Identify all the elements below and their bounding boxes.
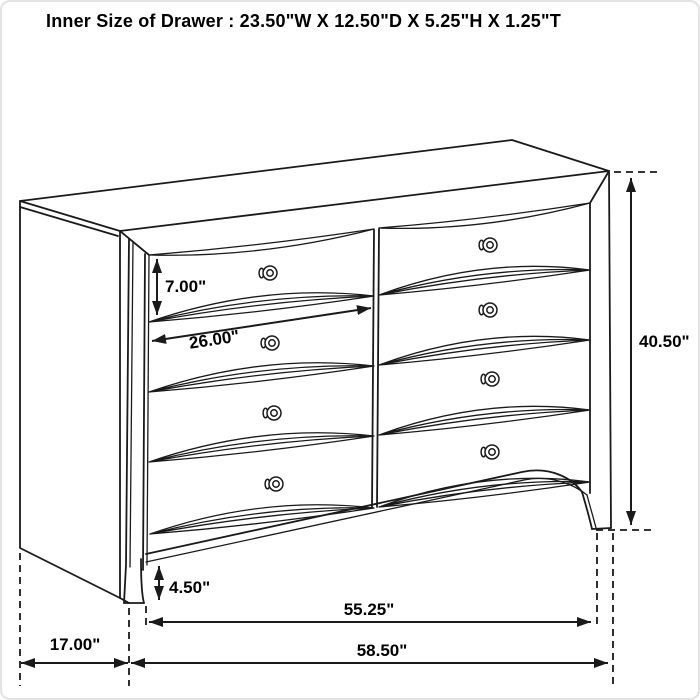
dim-label-inner-width: 55.25" (343, 600, 395, 619)
dresser-front-frame (120, 171, 611, 570)
drawer-knob (479, 238, 497, 252)
dimension-depth (21, 635, 128, 663)
drawer-knob (265, 477, 283, 491)
dimension-drawer-front-height (157, 259, 206, 315)
dimension-base-height (159, 566, 210, 600)
dimension-inner-width (149, 600, 591, 622)
dim-label-drawer-width: 26.00" (187, 326, 241, 353)
dim-label-overall-width: 58.50" (356, 641, 408, 660)
drawer-fronts-right-column (379, 266, 590, 507)
dresser-side-panel (20, 201, 133, 603)
drawer-knob (481, 445, 499, 459)
drawer-fronts-left-column (149, 293, 374, 534)
dim-label-overall-height: 40.50" (639, 332, 690, 351)
drawer-knob (481, 372, 499, 386)
drawer-knob (479, 303, 497, 317)
extension-lines (20, 172, 660, 686)
dresser-drawing (2, 2, 700, 700)
dimension-overall-width (131, 641, 608, 663)
dim-label-drawer-front-height: 7.00" (165, 277, 207, 296)
dresser-top-surface (20, 140, 609, 236)
drawer-knob (263, 406, 281, 420)
dim-label-base-height: 4.50" (169, 578, 211, 597)
dimension-overall-height (631, 178, 690, 525)
drawer-knob (261, 336, 279, 350)
inner-size-title: Inner Size of Drawer : 23.50"W X 12.50"D X 5.25"H X 1.25"T (46, 11, 561, 31)
drawer-knob (259, 266, 277, 280)
dim-label-depth: 17.00" (49, 635, 101, 654)
